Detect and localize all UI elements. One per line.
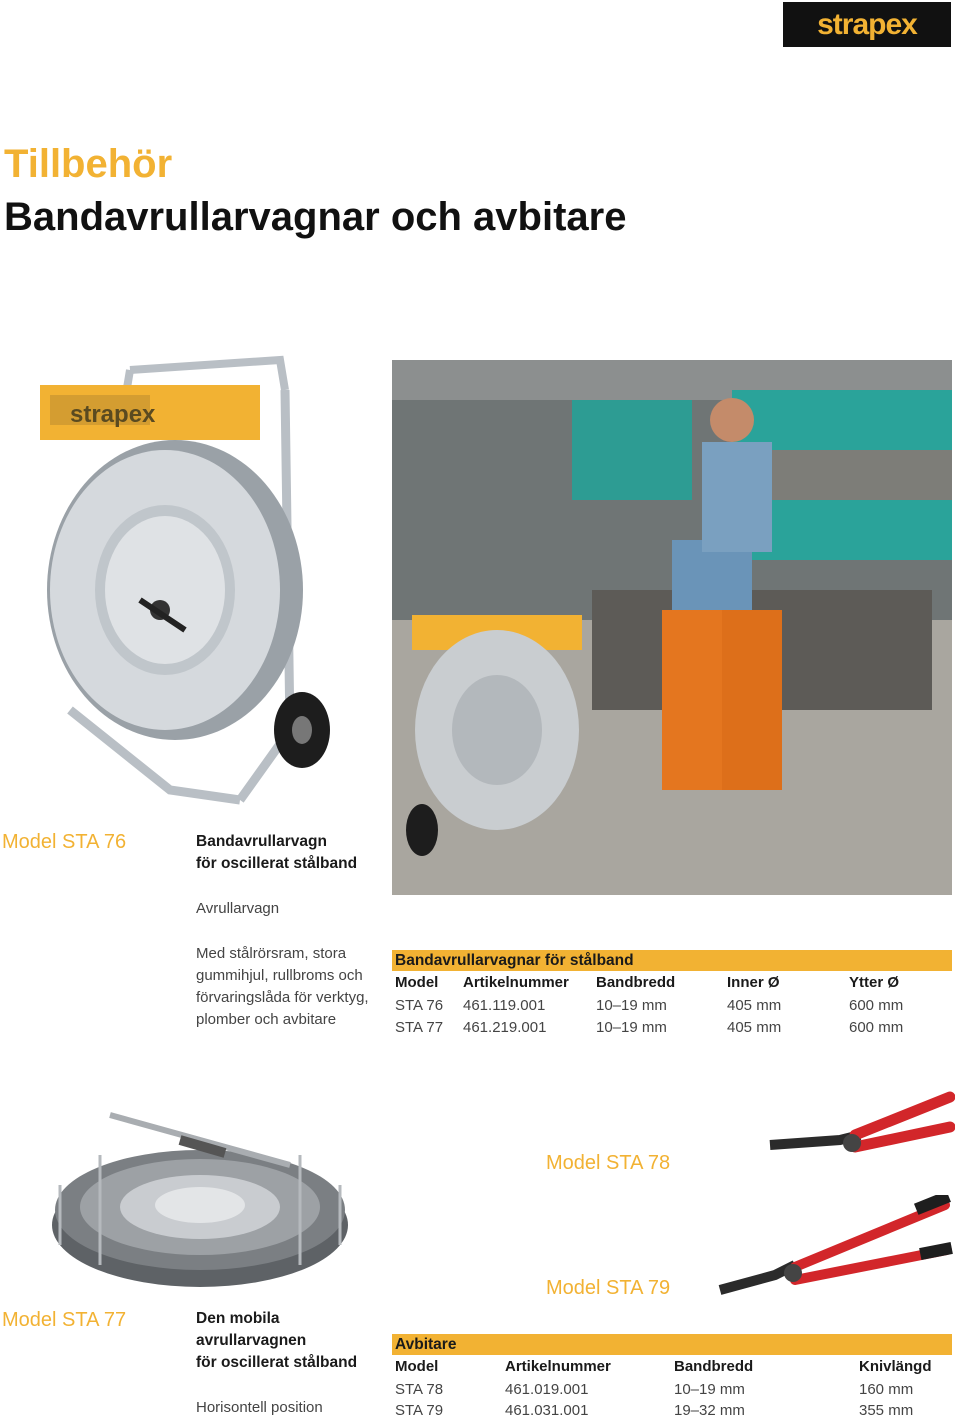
table1-header-model: Model bbox=[395, 974, 439, 991]
cell-model: STA 78 bbox=[395, 1381, 444, 1398]
cell-model: STA 77 bbox=[395, 1019, 444, 1036]
heading-category: Tillbehör bbox=[4, 142, 173, 186]
table1-header-article: Artikelnummer bbox=[463, 974, 569, 991]
table1-header-width: Bandbredd bbox=[596, 974, 676, 991]
table1-header-outer: Ytter Ø bbox=[849, 974, 900, 991]
sta79-cutter-image bbox=[715, 1195, 955, 1305]
cell-knife: 160 mm bbox=[859, 1381, 914, 1398]
table2-header-width: Bandbredd bbox=[674, 1358, 754, 1375]
table2-header-article: Artikelnummer bbox=[505, 1358, 611, 1375]
sta76-cart-image bbox=[10, 330, 340, 810]
cell-article: 461.019.001 bbox=[505, 1381, 589, 1398]
table2-header-knife: Knivlängd bbox=[859, 1358, 932, 1375]
sta76-desc-line3: förvaringslåda för verktyg, bbox=[196, 989, 369, 1006]
table1-header-inner: Inner Ø bbox=[727, 974, 780, 991]
cell-width: 19–32 mm bbox=[674, 1402, 745, 1419]
sta76-subtitle: Avrullarvagn bbox=[196, 900, 280, 917]
sta76-desc-line4: plomber och avbitare bbox=[196, 1011, 337, 1028]
sta77-title-line1: Den mobila bbox=[196, 1310, 280, 1327]
sta76-desc-line1: Med stålrörsram, stora bbox=[196, 945, 347, 962]
cell-width: 10–19 mm bbox=[596, 1019, 667, 1036]
cell-outer: 600 mm bbox=[849, 1019, 904, 1036]
cell-article: 461.219.001 bbox=[463, 1019, 547, 1036]
table2-title: Avbitare bbox=[392, 1334, 952, 1355]
cell-width: 10–19 mm bbox=[674, 1381, 745, 1398]
sta78-model-label: Model STA 78 bbox=[546, 1152, 671, 1174]
cell-article: 461.031.001 bbox=[505, 1402, 589, 1419]
cell-outer: 600 mm bbox=[849, 997, 904, 1014]
sta78-cutter-image bbox=[760, 1085, 955, 1175]
sta77-subtitle: Horisontell position bbox=[196, 1399, 323, 1416]
sta76-title-line2: för oscillerat stålband bbox=[196, 855, 358, 872]
cell-width: 10–19 mm bbox=[596, 997, 667, 1014]
cell-knife: 355 mm bbox=[859, 1402, 914, 1419]
sta79-model-label: Model STA 79 bbox=[546, 1277, 671, 1299]
table1-title: Bandavrullarvagnar för stålband bbox=[392, 950, 952, 971]
cell-model: STA 79 bbox=[395, 1402, 444, 1419]
strapex-logo bbox=[783, 2, 951, 47]
sta76-model-label: Model STA 76 bbox=[2, 831, 127, 853]
sta77-reel-image bbox=[40, 1095, 360, 1295]
logo-text: strapex bbox=[817, 7, 917, 41]
sta77-title-line3: för oscillerat stålband bbox=[196, 1354, 358, 1371]
sta76-desc-line2: gummihjul, rullbroms och bbox=[196, 967, 363, 984]
table2-header-row bbox=[395, 1356, 952, 1379]
workshop-photo bbox=[392, 360, 952, 895]
sta77-title-line2: avrullarvagnen bbox=[196, 1332, 307, 1349]
cell-model: STA 76 bbox=[395, 997, 444, 1014]
cell-inner: 405 mm bbox=[727, 997, 782, 1014]
table2-header-model: Model bbox=[395, 1358, 439, 1375]
sta76-title-line1: Bandavrullarvagn bbox=[196, 833, 327, 850]
table-row bbox=[395, 995, 952, 1018]
cell-inner: 405 mm bbox=[727, 1019, 782, 1036]
cell-article: 461.119.001 bbox=[463, 997, 546, 1014]
table1-header-row bbox=[395, 972, 952, 995]
sta77-model-label: Model STA 77 bbox=[2, 1309, 127, 1331]
table-row bbox=[395, 1400, 952, 1423]
cart-logo-text: strapex bbox=[70, 401, 156, 428]
table-row bbox=[395, 1379, 952, 1402]
page-title: Bandavrullarvagnar och avbitare bbox=[4, 195, 627, 239]
table-row bbox=[395, 1017, 952, 1040]
